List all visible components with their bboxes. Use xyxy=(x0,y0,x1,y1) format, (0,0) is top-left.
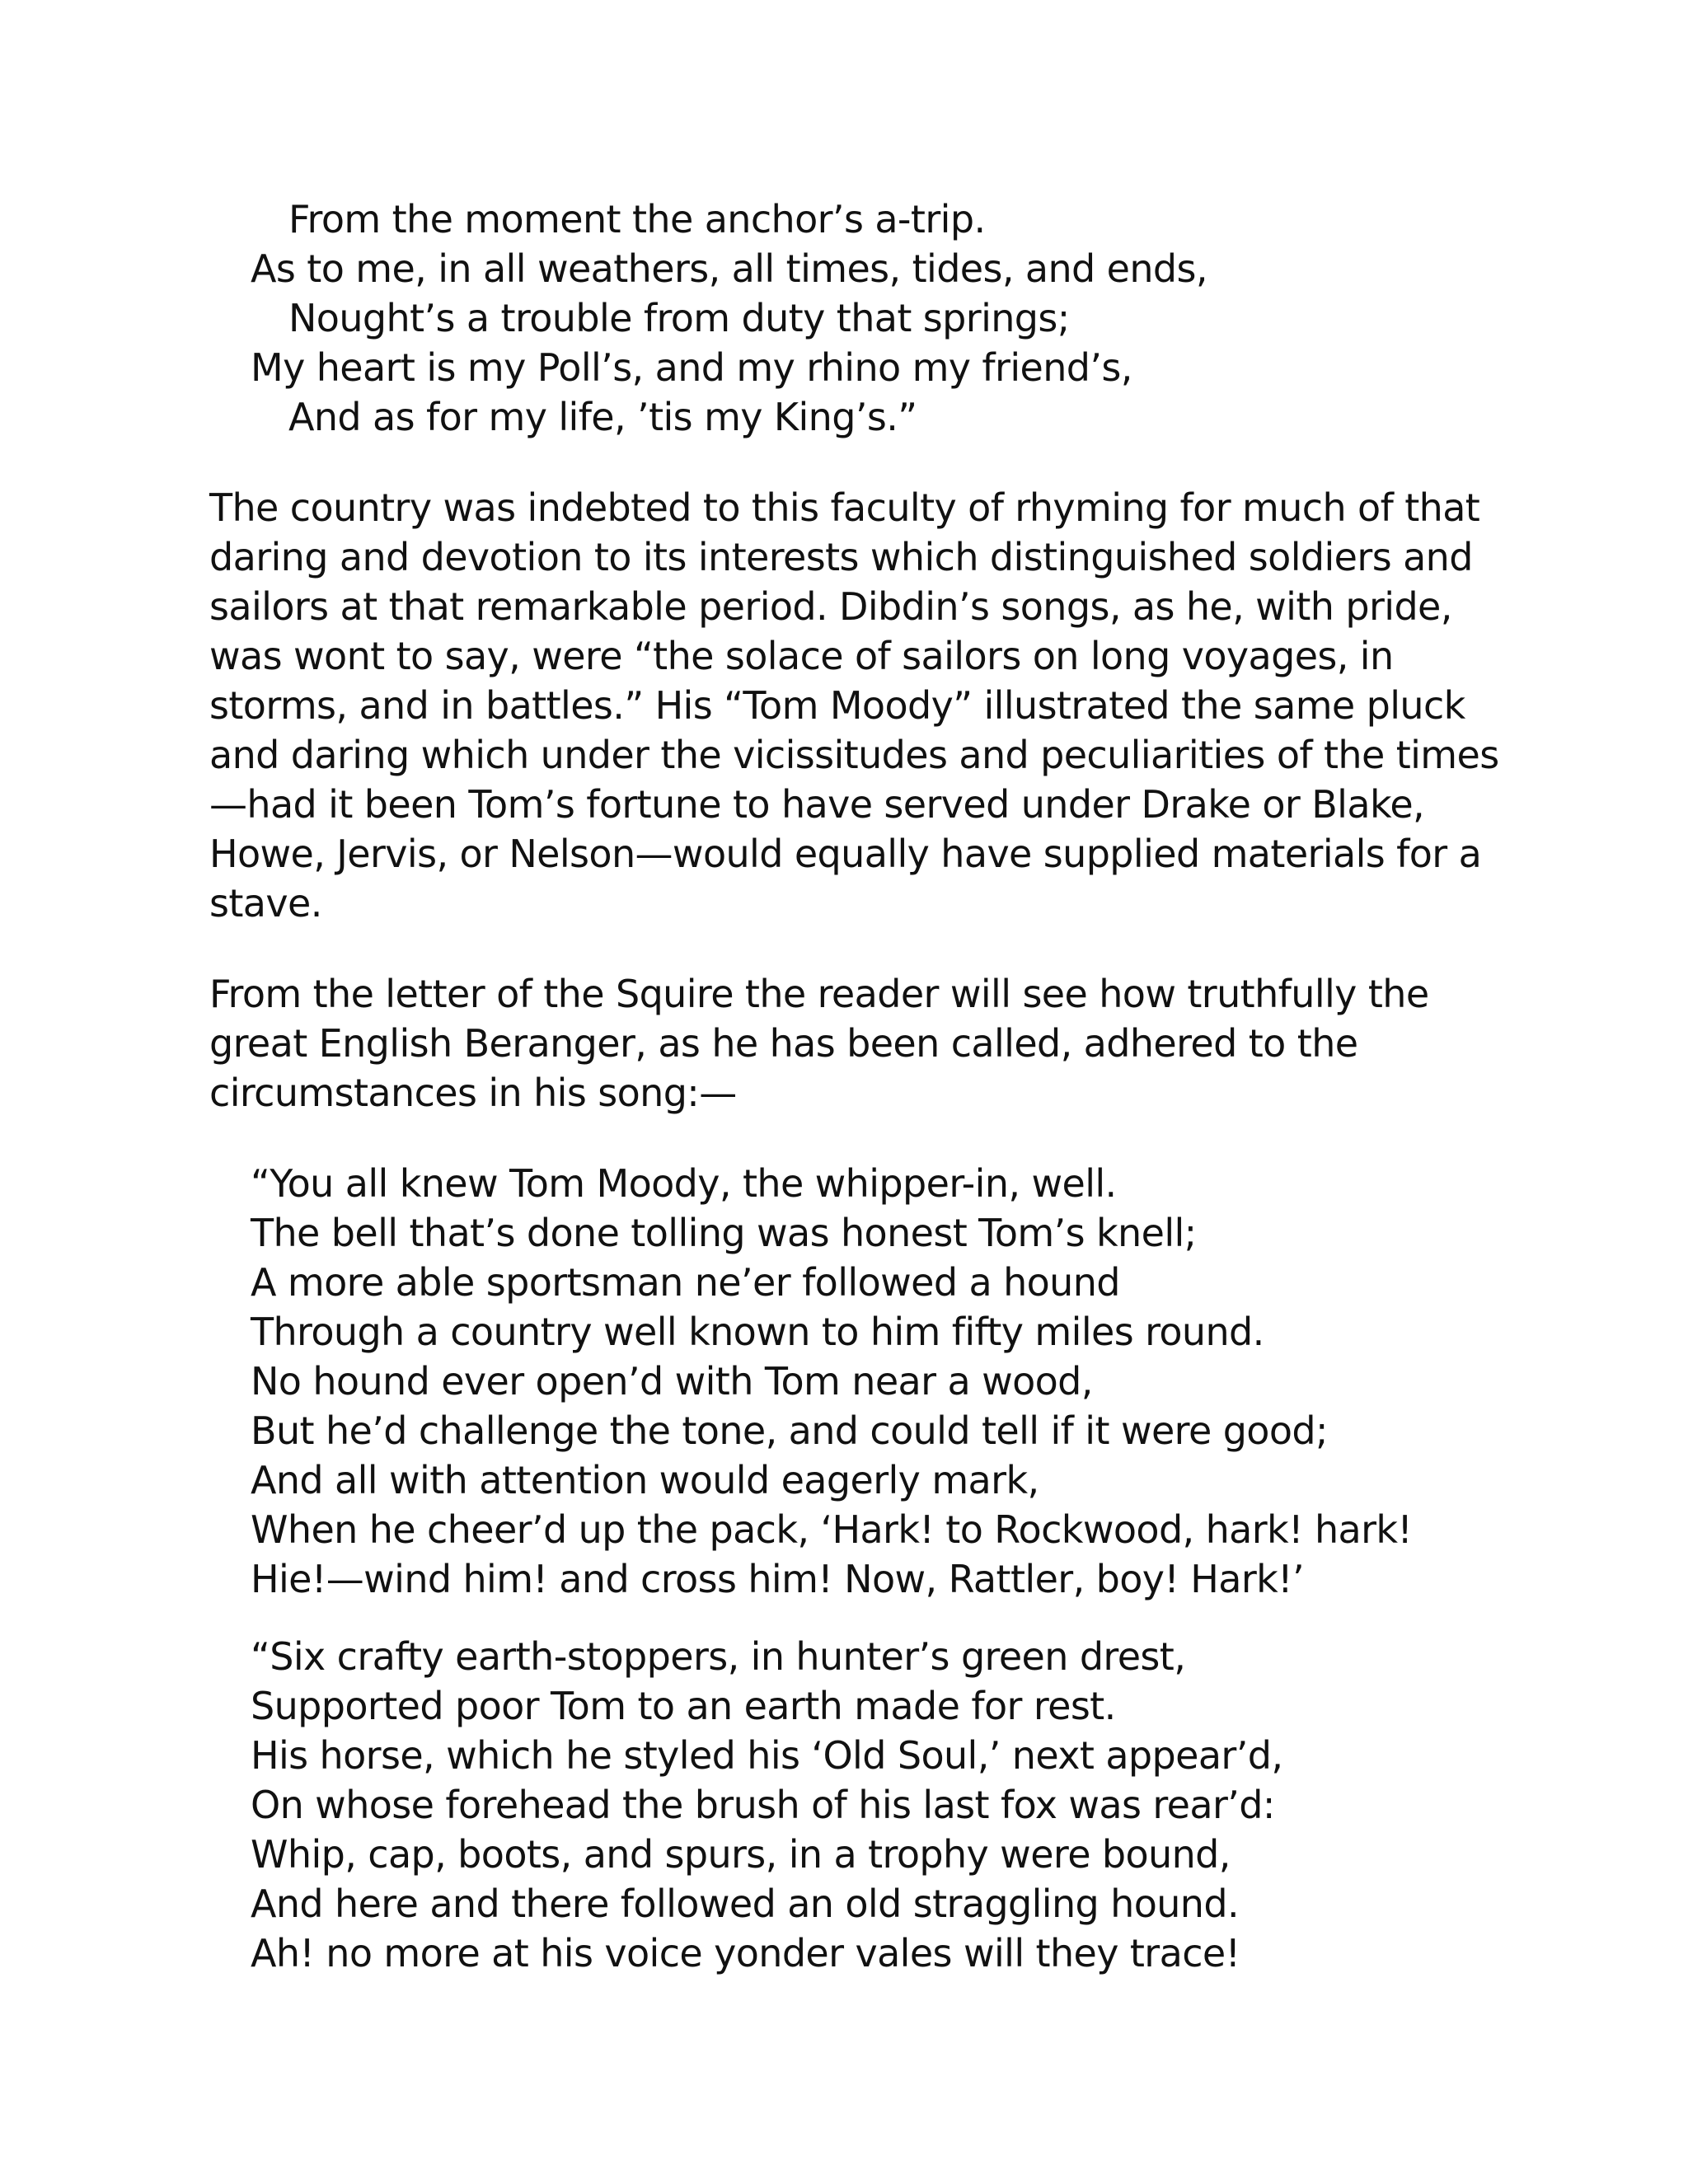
verse-line: And as for my life, ’tis my King’s.” xyxy=(288,395,917,439)
verse-line: And here and there followed an old straggling hound. xyxy=(251,1882,1239,1926)
verse-line: Through a country well known to him fifty miles round. xyxy=(251,1310,1264,1354)
verse-line: And all with attention would eagerly mark, xyxy=(251,1458,1039,1502)
verse-line: Hie!—wind him! and cross him! Now, Rattler, boy! Hark!’ xyxy=(251,1557,1305,1601)
verse-line: From the moment the anchor’s a-trip. xyxy=(288,197,986,241)
prose-line: was wont to say, were “the solace of sailors on long voyages, in xyxy=(209,634,1394,678)
verse-line: Whip, cap, boots, and spurs, in a trophy were bound, xyxy=(251,1832,1231,1877)
verse-line: Ah! no more at his voice yonder vales will they trace! xyxy=(251,1931,1240,1975)
verse-line: When he cheer’d up the pack, ‘Hark! to Rockwood, hark! hark! xyxy=(251,1507,1413,1552)
prose-line: storms, and in battles.” His “Tom Moody” illustrated the same pluck xyxy=(209,683,1465,728)
verse-line: Nought’s a trouble from duty that springs; xyxy=(288,296,1070,340)
prose-line: From the letter of the Squire the reader will see how truthfully the xyxy=(209,972,1429,1016)
prose-line: daring and devotion to its interests which distinguished soldiers and xyxy=(209,535,1473,579)
verse-stanza-tom-moody xyxy=(209,1159,1495,1604)
prose-line: great English Beranger, as he has been called, adhered to the xyxy=(209,1021,1358,1066)
book-page xyxy=(209,194,1499,1978)
verse-line: The bell that’s done tolling was honest Tom’s knell; xyxy=(251,1211,1197,1255)
prose-line: —had it been Tom’s fortune to have served under Drake or Blake, xyxy=(209,782,1425,827)
prose-paragraph-dibdin xyxy=(209,483,1499,928)
verse-line: My heart is my Poll’s, and my rhino my friend’s, xyxy=(251,345,1132,390)
verse-line: No hound ever open’d with Tom near a wood, xyxy=(251,1359,1093,1404)
verse-stanza-earth-stoppers xyxy=(209,1632,1495,1978)
prose-paragraph-squire xyxy=(209,969,1495,1118)
verse-line: “You all knew Tom Moody, the whipper-in, well. xyxy=(251,1161,1117,1206)
verse-line: Supported poor Tom to an earth made for rest. xyxy=(251,1684,1116,1728)
verse-line: A more able sportsman ne’er followed a hound xyxy=(251,1260,1120,1305)
verse-line: As to me, in all weathers, all times, tides, and ends, xyxy=(251,246,1207,291)
verse-line: But he’d challenge the tone, and could tell if it were good; xyxy=(251,1408,1328,1453)
prose-line: Howe, Jervis, or Nelson—would equally have supplied materials for a xyxy=(209,832,1482,876)
prose-line: The country was indebted to this faculty of rhyming for much of that xyxy=(209,485,1480,530)
verse-line: His horse, which he styled his ‘Old Soul,’ next appear’d, xyxy=(251,1733,1283,1778)
verse-line: On whose forehead the brush of his last fox was rear’d: xyxy=(251,1783,1275,1827)
prose-line: circumstances in his song:— xyxy=(209,1071,737,1115)
prose-line: and daring which under the vicissitudes and peculiarities of the times xyxy=(209,733,1499,777)
verse-line: “Six crafty earth-stoppers, in hunter’s green drest, xyxy=(251,1634,1186,1679)
verse-stanza-opening xyxy=(209,194,1495,442)
prose-line: stave. xyxy=(209,881,322,926)
prose-line: sailors at that remarkable period. Dibdin’s songs, as he, with pride, xyxy=(209,584,1452,629)
